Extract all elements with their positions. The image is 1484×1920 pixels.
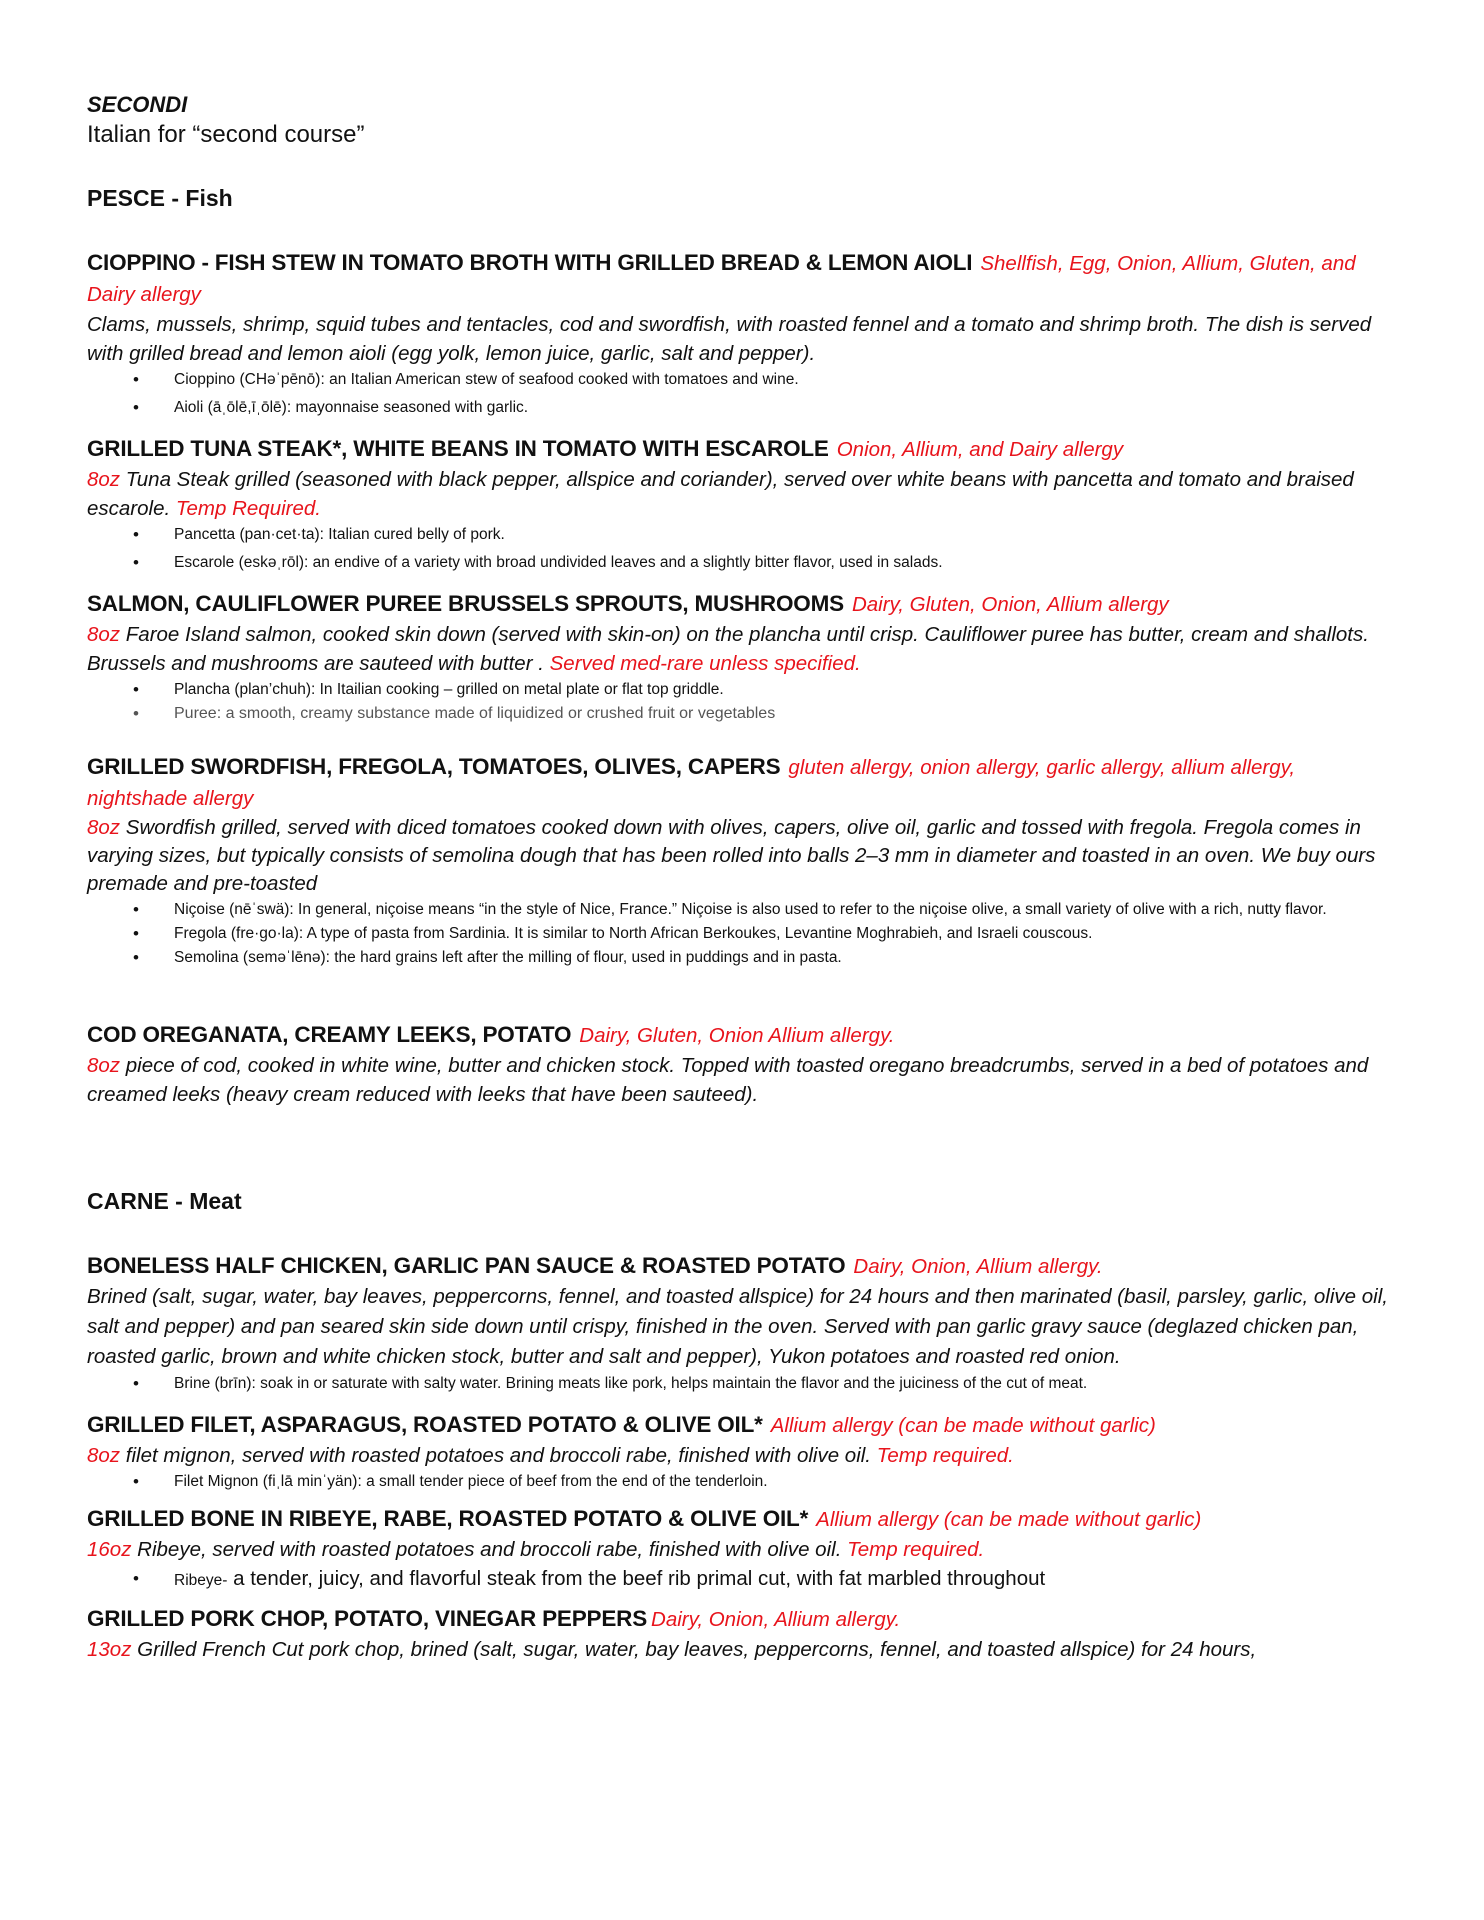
- glossary-item: [174, 1566, 1398, 1594]
- dish-swordfish: [87, 752, 1398, 968]
- glossary-list: [87, 680, 1398, 724]
- dish-chicken: [87, 1251, 1398, 1394]
- section-heading-carne: CARNE - Meat: [87, 1188, 242, 1214]
- dish-pork: [87, 1604, 1398, 1664]
- glossary-list: [87, 1566, 1398, 1594]
- temp-note: Temp required.: [847, 1538, 985, 1561]
- portion-size: 8oz: [87, 1444, 121, 1467]
- page-title: SECONDI: [87, 92, 188, 117]
- temp-note: Served med-rare unless specified.: [549, 652, 861, 675]
- dish-cioppino: [87, 248, 1398, 418]
- glossary-list: [87, 525, 1398, 573]
- dish-name: SALMON, CAULIFLOWER PUREE BRUSSELS SPROUTS, MUSHROOMS: [87, 591, 844, 616]
- dish-name: GRILLED PORK CHOP, POTATO, VINEGAR PEPPERS: [87, 1606, 648, 1631]
- dish-description: Clams, mussels, shrimp, squid tubes and tentacles, cod and swordfish, with roasted fennel and a tomato and shrimp broth. The dish is served with grilled bread and lemon aioli (egg yolk, lemon juice, garlic, salt and pepper).: [87, 313, 1372, 365]
- allergy-note: Allium allergy (can be made without garlic): [770, 1414, 1156, 1437]
- page-subtitle: Italian for “second course”: [87, 121, 365, 148]
- glossary-item: • Escarole (eskəˌrōl): an endive of a variety with broad undivided leaves and a slightly bitter flavor, used in salads.: [174, 553, 1398, 573]
- dish-description: Grilled French Cut pork chop, brined (salt, sugar, water, bay leaves, peppercorns, fennel, and toasted allspice) for 24 hours,: [137, 1638, 1257, 1661]
- glossary-term: Ribeye-: [174, 1572, 228, 1589]
- glossary-list: [87, 1374, 1398, 1394]
- glossary-definition: a tender, juicy, and flavorful steak from the beef rib primal cut, with fat marbled throughout: [233, 1567, 1046, 1590]
- allergy-note: Shellfish, Egg, Onion, Allium, Gluten, and Dairy allergy: [87, 252, 1356, 306]
- glossary-item: • Cioppino (CHəˈpēnō): an Italian American stew of seafood cooked with tomatoes and wine.: [174, 370, 1398, 390]
- temp-note: Temp Required.: [175, 497, 321, 520]
- glossary-list: [87, 370, 1398, 418]
- glossary-item: • Brine (brīn): soak in or saturate with salty water. Brining meats like pork, helps maintain the flavor and the juiciness of the cut of meat.: [174, 1374, 1398, 1394]
- dish-name: BONELESS HALF CHICKEN, GARLIC PAN SAUCE & ROASTED POTATO: [87, 1253, 846, 1278]
- dish-salmon: [87, 589, 1398, 724]
- allergy-note: Onion, Allium, and Dairy allergy: [836, 438, 1124, 461]
- dish-name: GRILLED SWORDFISH, FREGOLA, TOMATOES, OLIVES, CAPERS: [87, 754, 781, 779]
- dish-description: Ribeye, served with roasted potatoes and broccoli rabe, finished with olive oil.: [137, 1538, 842, 1561]
- dish-description: filet mignon, served with roasted potatoes and broccoli rabe, finished with olive oil.: [125, 1444, 872, 1467]
- allergy-note: Dairy, Gluten, Onion Allium allergy.: [579, 1024, 895, 1047]
- dish-name: GRILLED BONE IN RIBEYE, RABE, ROASTED POTATO & OLIVE OIL*: [87, 1506, 809, 1531]
- dish-description: Faroe Island salmon, cooked skin down (served with skin-on) on the plancha until crisp. Cauliflower puree has butter, cream and shallots. Brussels and mushrooms are sauteed with butter .: [87, 623, 1369, 675]
- portion-size: 8oz: [87, 623, 121, 646]
- portion-size: 8oz: [87, 1054, 121, 1077]
- allergy-note: Dairy, Onion, Allium allergy.: [853, 1255, 1103, 1278]
- dish-ribeye: [87, 1504, 1398, 1594]
- dish-description: Tuna Steak grilled (seasoned with black pepper, allspice and coriander), served over white beans with pancetta and tomato and braised escarole.: [87, 468, 1354, 520]
- glossary-item: • Niçoise (nēˈswä): In general, niçoise means “in the style of Nice, France.” Niçoise is also used to refer to the niçoise olive, a small variety of olive with a rich, nutty flavor.: [174, 900, 1398, 920]
- section-heading-pesce: PESCE - Fish: [87, 185, 233, 211]
- portion-size: 16oz: [87, 1538, 132, 1561]
- glossary-list: [87, 1472, 1398, 1492]
- dish-description: Swordfish grilled, served with diced tomatoes cooked down with olives, capers, olive oil, garlic and tossed with fregola. Fregola comes in varying sizes, but typically consists of semolina dough that has been rolled into balls 2–3 mm in diameter and toasted in an oven. We buy ours premade and pre-toasted: [87, 816, 1376, 895]
- glossary-item: • Puree: a smooth, creamy substance made of liquidized or crushed fruit or vegetables: [174, 704, 1398, 724]
- glossary-item: • Semolina (seməˈlēnə): the hard grains left after the milling of flour, used in puddings and in pasta.: [174, 948, 1398, 968]
- allergy-note: gluten allergy, onion allergy, garlic allergy, allium allergy, nightshade allergy: [87, 756, 1296, 810]
- glossary-item: • Plancha (plan’chuh): In Itailian cooking – grilled on metal plate or flat top griddle.: [174, 680, 1398, 700]
- glossary-item: • Filet Mignon (fiˌlā minˈyän): a small tender piece of beef from the end of the tenderloin.: [174, 1472, 1398, 1492]
- dish-description: piece of cod, cooked in white wine, butter and chicken stock. Topped with toasted oregano breadcrumbs, served in a bed of potatoes and creamed leeks (heavy cream reduced with leeks that have been sauteed).: [87, 1054, 1369, 1106]
- dish-name: GRILLED FILET, ASPARAGUS, ROASTED POTATO & OLIVE OIL*: [87, 1412, 763, 1437]
- dish-tuna: [87, 434, 1398, 573]
- portion-size: 13oz: [87, 1638, 132, 1661]
- dish-name: COD OREGANATA, CREAMY LEEKS, POTATO: [87, 1022, 572, 1047]
- glossary-item: • Aioli (āˌōlē,īˌōlē): mayonnaise seasoned with garlic.: [174, 398, 1398, 418]
- portion-size: 8oz: [87, 816, 121, 839]
- glossary-item: • Fregola (fre·go·la): A type of pasta from Sardinia. It is similar to North African Berkoukes, Levantine Moghrabieh, and Israeli couscous.: [174, 924, 1398, 944]
- dish-name: CIOPPINO - FISH STEW IN TOMATO BROTH WITH GRILLED BREAD & LEMON AIOLI: [87, 250, 973, 275]
- glossary-list: [87, 900, 1398, 968]
- dish-filet: [87, 1410, 1398, 1492]
- allergy-note: Dairy, Gluten, Onion, Allium allergy: [851, 593, 1169, 616]
- allergy-note: Dairy, Onion, Allium allergy.: [651, 1608, 901, 1631]
- portion-size: 8oz: [87, 468, 121, 491]
- dish-cod: [87, 1020, 1398, 1109]
- temp-note: Temp required.: [876, 1444, 1014, 1467]
- dish-name: GRILLED TUNA STEAK*, WHITE BEANS IN TOMATO WITH ESCAROLE: [87, 436, 829, 461]
- glossary-item: • Pancetta (pan·cet·ta): Italian cured belly of pork.: [174, 525, 1398, 545]
- dish-description: Brined (salt, sugar, water, bay leaves, peppercorns, fennel, and toasted allspice) for 24 hours and then marinated (basil, parsley, garlic, olive oil, salt and pepper) and pan seared skin side down until crispy, finished in the oven. Served with pan garlic gravy sauce (deglazed chicken pan, roasted garlic, brown and white chicken stock, butter and salt and pepper), Yukon potatoes and roasted red onion.: [87, 1285, 1388, 1368]
- allergy-note: Allium allergy (can be made without garlic): [816, 1508, 1202, 1531]
